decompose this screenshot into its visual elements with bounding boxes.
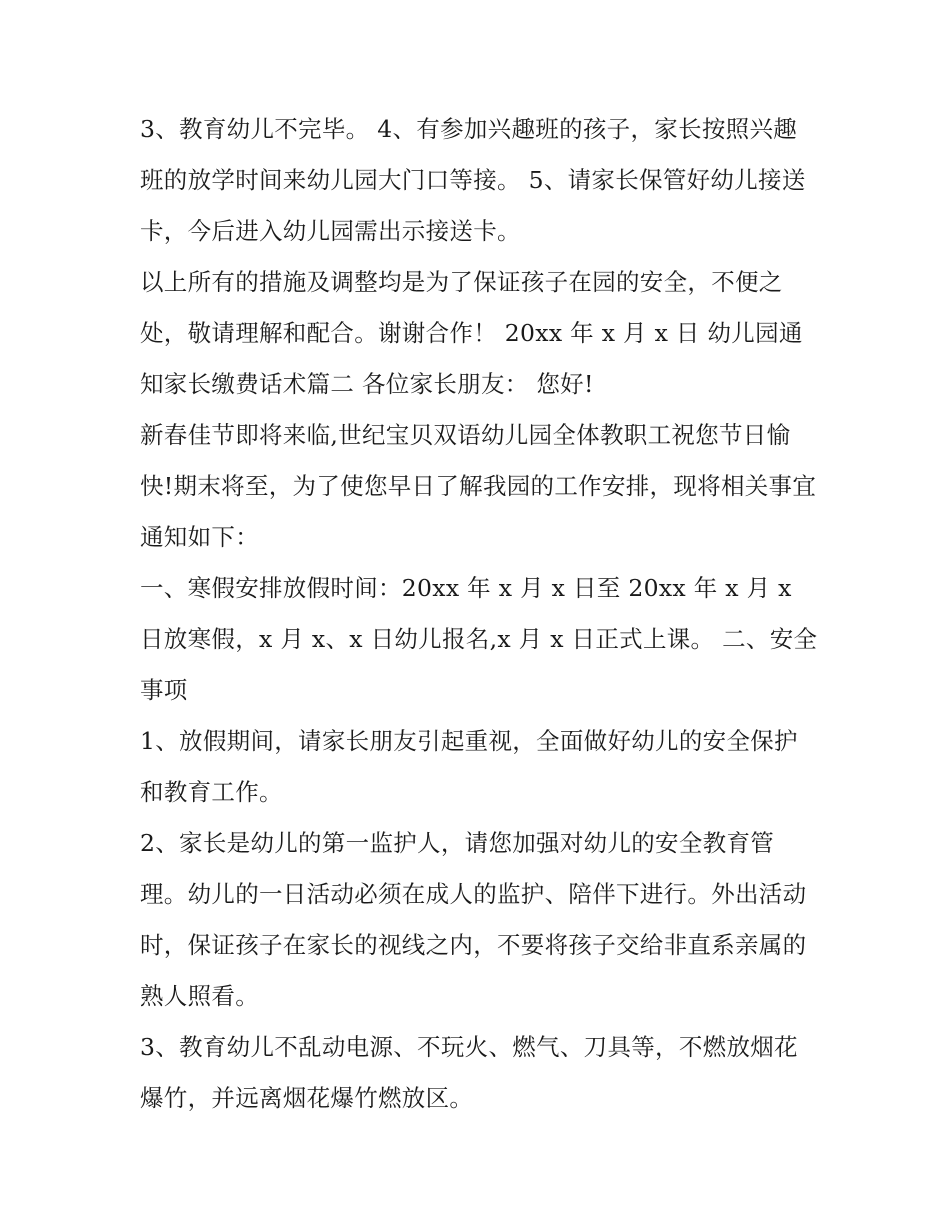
document-body <box>140 104 820 1124</box>
paragraph-safety-2: 2、家长是幼儿的第一监护人，请您加强对幼儿的安全教育管理。幼儿的一日活动必须在成人的监护、陪伴下进行。外出活动时，保证孩子在家长的视线之内，不要将孩子交给非直系亲属的熟人照看。 <box>140 829 807 1010</box>
paragraph-closing-notice: 以上所有的措施及调整均是为了保证孩子在园的安全，不便之处，敬请理解和配合。谢谢合作！ 20xx 年 x 月 x 日 幼儿园通知家长缴费话术篇二 各位家长朋友： 您好! <box>140 268 803 398</box>
paragraph-safety-1: 1、放假期间，请家长朋友引起重视，全面做好幼儿的安全保护和教育工作。 <box>140 727 798 806</box>
paragraph-pickup-rules: 3、教育幼儿不完毕。 4、有参加兴趣班的孩子，家长按照兴趣班的放学时间来幼儿园大门口等接。 5、请家长保管好幼儿接送卡，今后进入幼儿园需出示接送卡。 <box>140 115 806 245</box>
paragraph-safety-3: 3、教育幼儿不乱动电源、不玩火、燃气、刀具等，不燃放烟花爆竹，并远离烟花爆竹燃放区。 <box>140 1033 798 1112</box>
paragraph-holiday-greeting: 新春佳节即将来临,世纪宝贝双语幼儿园全体教职工祝您节日愉快!期末将至，为了使您早日了解我园的工作安排，现将相关事宜通知如下： <box>140 421 817 551</box>
paragraph-winter-break: 一、寒假安排放假时间：20xx 年 x 月 x 日至 20xx 年 x 月 x 日放寒假，x 月 x、x 日幼儿报名,x 月 x 日正式上课。 二、安全事项 <box>140 574 818 704</box>
